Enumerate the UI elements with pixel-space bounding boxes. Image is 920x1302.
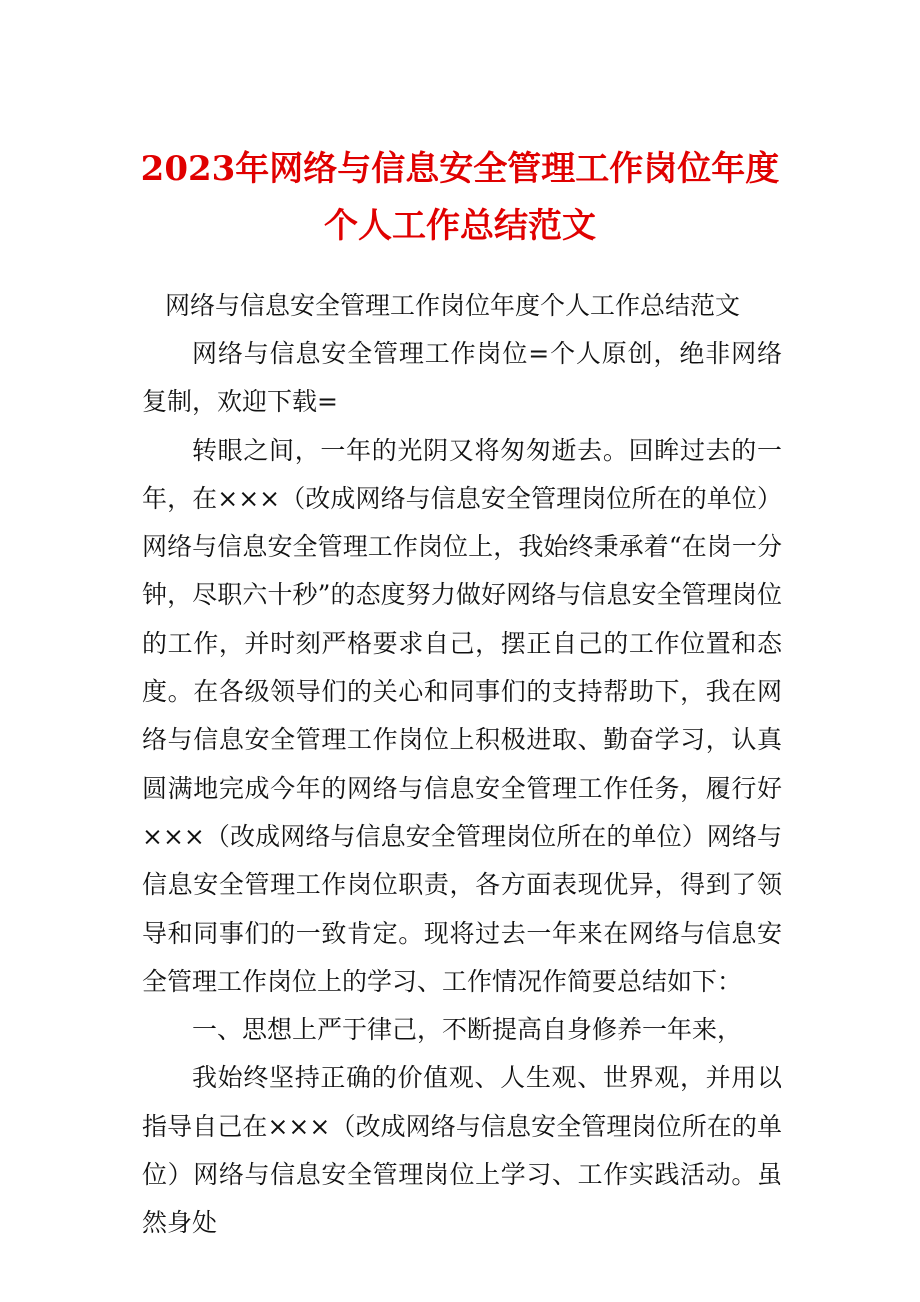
section-heading: 一、思想上严于律己，不断提高自身修养一年来， (192, 1015, 743, 1045)
paragraph: 转眼之间，一年的光阴又将匆匆逝去。回眸过去的一年，在×××（改成网络与信息安全管理岗位所在的单位）网络与信息安全管理工作岗位上，我始终秉承着“在岗一分钟，尽职六十秒”的态度努力做好网络与信息安全管理岗位的工作，并时刻严格要求自己，摆正自己的工作位置和态度。在各级领导们的关心和同事们的支持帮助下，我在网络与信息安全管理工作岗位上积极进取、勤奋学习，认真圆满地完成今年的网络与信息安全管理工作任务，履行好×××（改成网络与信息安全管理岗位所在的单位）网络与信息安全管理工作岗位职责，各方面表现优异，得到了领导和同事们的一致肯定。现将过去一年来在网络与信息安全管理工作岗位上的学习、工作情况作简要总结如下： (142, 435, 782, 996)
document-body (142, 330, 782, 1248)
paragraph: 网络与信息安全管理工作岗位=个人原创，绝非网络复制，欢迎下载= (142, 339, 782, 417)
document-title-line-1: 2023年网络与信息安全管理工作岗位年度 (140, 149, 780, 189)
document-title-line-2: 个人工作总结范文 (324, 206, 596, 246)
document-subtitle: 网络与信息安全管理工作岗位年度个人工作总结范文 (165, 291, 741, 320)
paragraph: 我始终坚持正确的价值观、人生观、世界观，并用以指导自己在×××（改成网络与信息安全管理岗位所在的单位）网络与信息安全管理岗位上学习、工作实践活动。虽然身处 (142, 1063, 782, 1238)
